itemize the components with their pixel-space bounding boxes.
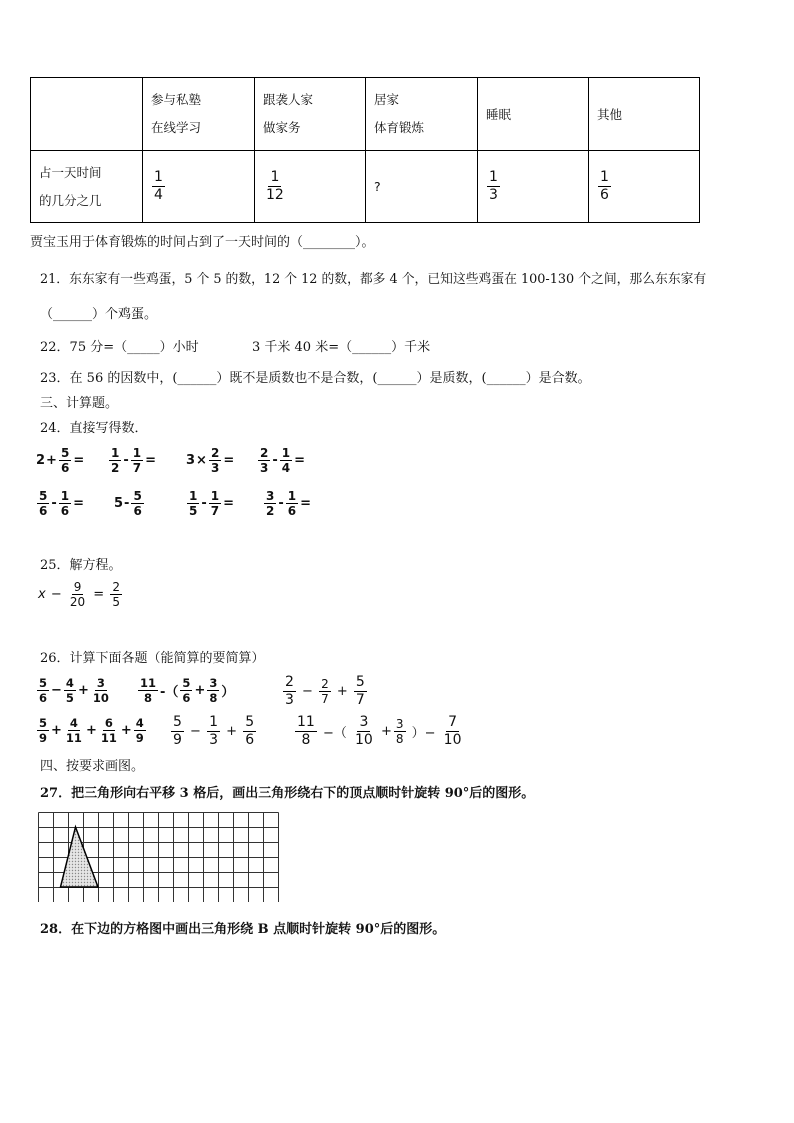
q24-expr-3: 3 × $\frac{2}{3}$ = (186, 446, 235, 475)
q26-expr-b: $\frac{11}{8}$ -（ $\frac{5}{6}$ + $\frac{3}{8}$ ） (140, 676, 235, 705)
time-table (30, 77, 700, 223)
q24-expr-5: $\frac{5}{6}$ - $\frac{1}{6}$ = (39, 489, 85, 518)
q23: 23．在 56 的因数中，(______）既不是质数也不是合数，(______）是质数，(______）是合数。 (40, 371, 591, 386)
q27-grid-diagram (38, 812, 280, 902)
q20-tail: 贾宝玉用于体育锻炼的时间占到了一天时间的（________）。 (30, 235, 375, 250)
q26-expr-c: $\frac{2}{3}$ − $\frac{2}{7}$ + $\frac{5}{7}$ (285, 674, 365, 708)
q24-expr-4: $\frac{2}{3}$ - $\frac{1}{4}$ = (260, 446, 306, 475)
table-cell (478, 151, 589, 223)
unknown-mark: ? (374, 179, 381, 194)
q24-title: 24．直接写得数． (40, 421, 148, 436)
q24-expr-2: $\frac{1}{2}$ - $\frac{1}{7}$ = (111, 446, 157, 475)
q26-expr-f: $\frac{11}{8}$ −（ $\frac{3}{10}$ + $\frac{3}{8}$ ）− $\frac{7}{10}$ (297, 714, 462, 748)
q21-line2: （______）个鸡蛋。 (40, 307, 158, 322)
table-cell (255, 151, 366, 223)
fraction: $\frac{1}{6}$ (600, 169, 609, 203)
table-cell (143, 151, 255, 223)
table-cell (366, 151, 478, 223)
q24-expr-7: $\frac{1}{5}$ - $\frac{1}{7}$ = (189, 489, 235, 518)
fraction: $\frac{1}{4}$ (154, 169, 163, 203)
section-4-title: 四、按要求画图。 (40, 759, 145, 774)
q24-expr-8: $\frac{3}{2}$ - $\frac{1}{6}$ = (266, 489, 312, 518)
q26-expr-e: $\frac{5}{9}$ − $\frac{1}{3}$ + $\frac{5}{6}$ (173, 714, 255, 748)
table-row-label: 占一天时间 的几分之几 (31, 151, 143, 223)
q22-part1: 22．75 分=（_____）小时 (40, 340, 199, 355)
table-header-cell: 睡眠 (478, 78, 589, 151)
q24-expr-1: 2 + $\frac{5}{6}$ = (36, 446, 85, 475)
q21-line1: 21．东东家有一些鸡蛋，5 个 5 的数，12 个 12 的数，都多 4 个，已知这些鸡蛋在 100-130 个之间，那么东东家有 (40, 272, 707, 287)
q24-expr-6: 5 - $\frac{5}{6}$ (114, 489, 142, 518)
table-corner-cell (31, 78, 143, 151)
q27: 27．把三角形向右平移 3 格后，画出三角形绕右下的顶点顺时针旋转 90°后的图形。 (40, 786, 535, 801)
table-header-cell: 参与私塾 在线学习 (143, 78, 255, 151)
table-cell (589, 151, 700, 223)
q28: 28．在下边的方格图中画出三角形绕 B 点顺时针旋转 90°后的图形。 (40, 922, 446, 937)
table-header-cell: 居家 体育锻炼 (366, 78, 478, 151)
q26-expr-d: $\frac{5}{9}$ + $\frac{4}{11}$ + $\frac{6}{11}$ + $\frac{4}{9}$ (39, 716, 144, 745)
table-header-cell: 跟袭人家 做家务 (255, 78, 366, 151)
fraction: $\frac{1}{3}$ (489, 169, 498, 203)
q26-title: 26．计算下面各题（能简算的要简算） (40, 651, 265, 666)
q25-title: 25．解方程。 (40, 558, 122, 573)
q26-expr-a: $\frac{5}{6}$ − $\frac{4}{5}$ + $\frac{3}{10}$ (39, 676, 109, 705)
q25-equation: x − $\frac{9}{20}$ = $\frac{2}{5}$ (38, 580, 120, 609)
fraction: $\frac{1}{12}$ (266, 169, 284, 203)
table-header-cell: 其他 (589, 78, 700, 151)
q22-part2: 3 千米 40 米=（______）千米 (252, 340, 431, 355)
section-3-title: 三、计算题。 (40, 396, 119, 411)
